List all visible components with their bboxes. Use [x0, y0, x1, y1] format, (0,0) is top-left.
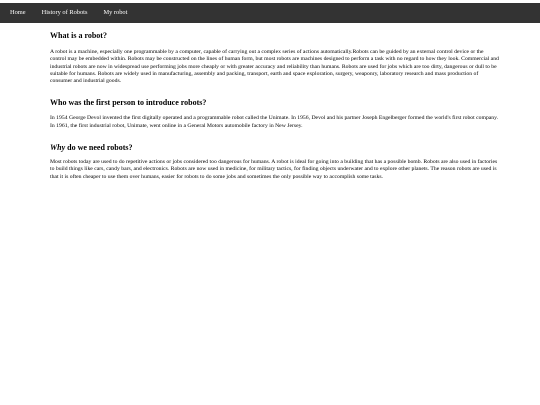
section-body-what-is-a-robot: A robot is a machine, especially one programmable by a computer, capable of carrying out a complex series of actions automatically.Robots can be guided by an external control device or the control may be embedded within. Robots may be constructed on the lines of human form, but most robots are machines designed to perform a task with no regard to how they look. Commercial and industrial robots are now in widespread use performing jobs more cheaply or with greater accuracy and reliability than humans. Robots are used for jobs which are too dirty, dangerous or dull to be suitable for humans. Robots are widely used in manufacturing, assembly and packing, transport, earth and space exploration, surgery, weaponry, laboratory research and mass production of consumer and industrial goods.	[50, 49, 499, 85]
top-navbar	[0, 3, 540, 23]
heading-emphasis: Why	[50, 143, 66, 153]
section-heading-what-is-a-robot: What is a robot?	[50, 31, 107, 40]
section-body-first-person: In 1954 George Devol invented the first digitally operated and a programmable robot called the Unimate. In 1956, Devol and his partner Joseph Engelberger formed the world's first robot company. In 1961, the first industrial robot, Unimate, went online in a General Motors automobile factory in New Jersey.	[50, 115, 499, 129]
section-heading-why-need-robots	[50, 143, 500, 153]
section-body-why-need-robots: Most robots today are used to do repetitive actions or jobs considered too dangerous for humans. A robot is ideal for going into a building that has a possible bomb. Robots are also used in factories to build things like cars, candy bars, and electronics. Robots are now used in medicine, for military tactics, for finding objects underwater and to explore other planets. The reason robots are used is that it is often cheaper to use them over humans, easier for robots to do some jobs and sometimes the only possible way to accomplish some tasks.	[50, 159, 498, 180]
heading-rest: do we need robots?	[65, 143, 133, 153]
main-content	[50, 30, 500, 181]
nav-item-history-of-robots[interactable]: History of Robots	[41, 9, 88, 16]
section-heading-first-person: Who was the first person to introduce robots?	[50, 98, 207, 108]
nav-item-my-robot[interactable]: My robot	[103, 9, 128, 16]
nav-item-home[interactable]: Home	[10, 9, 26, 16]
